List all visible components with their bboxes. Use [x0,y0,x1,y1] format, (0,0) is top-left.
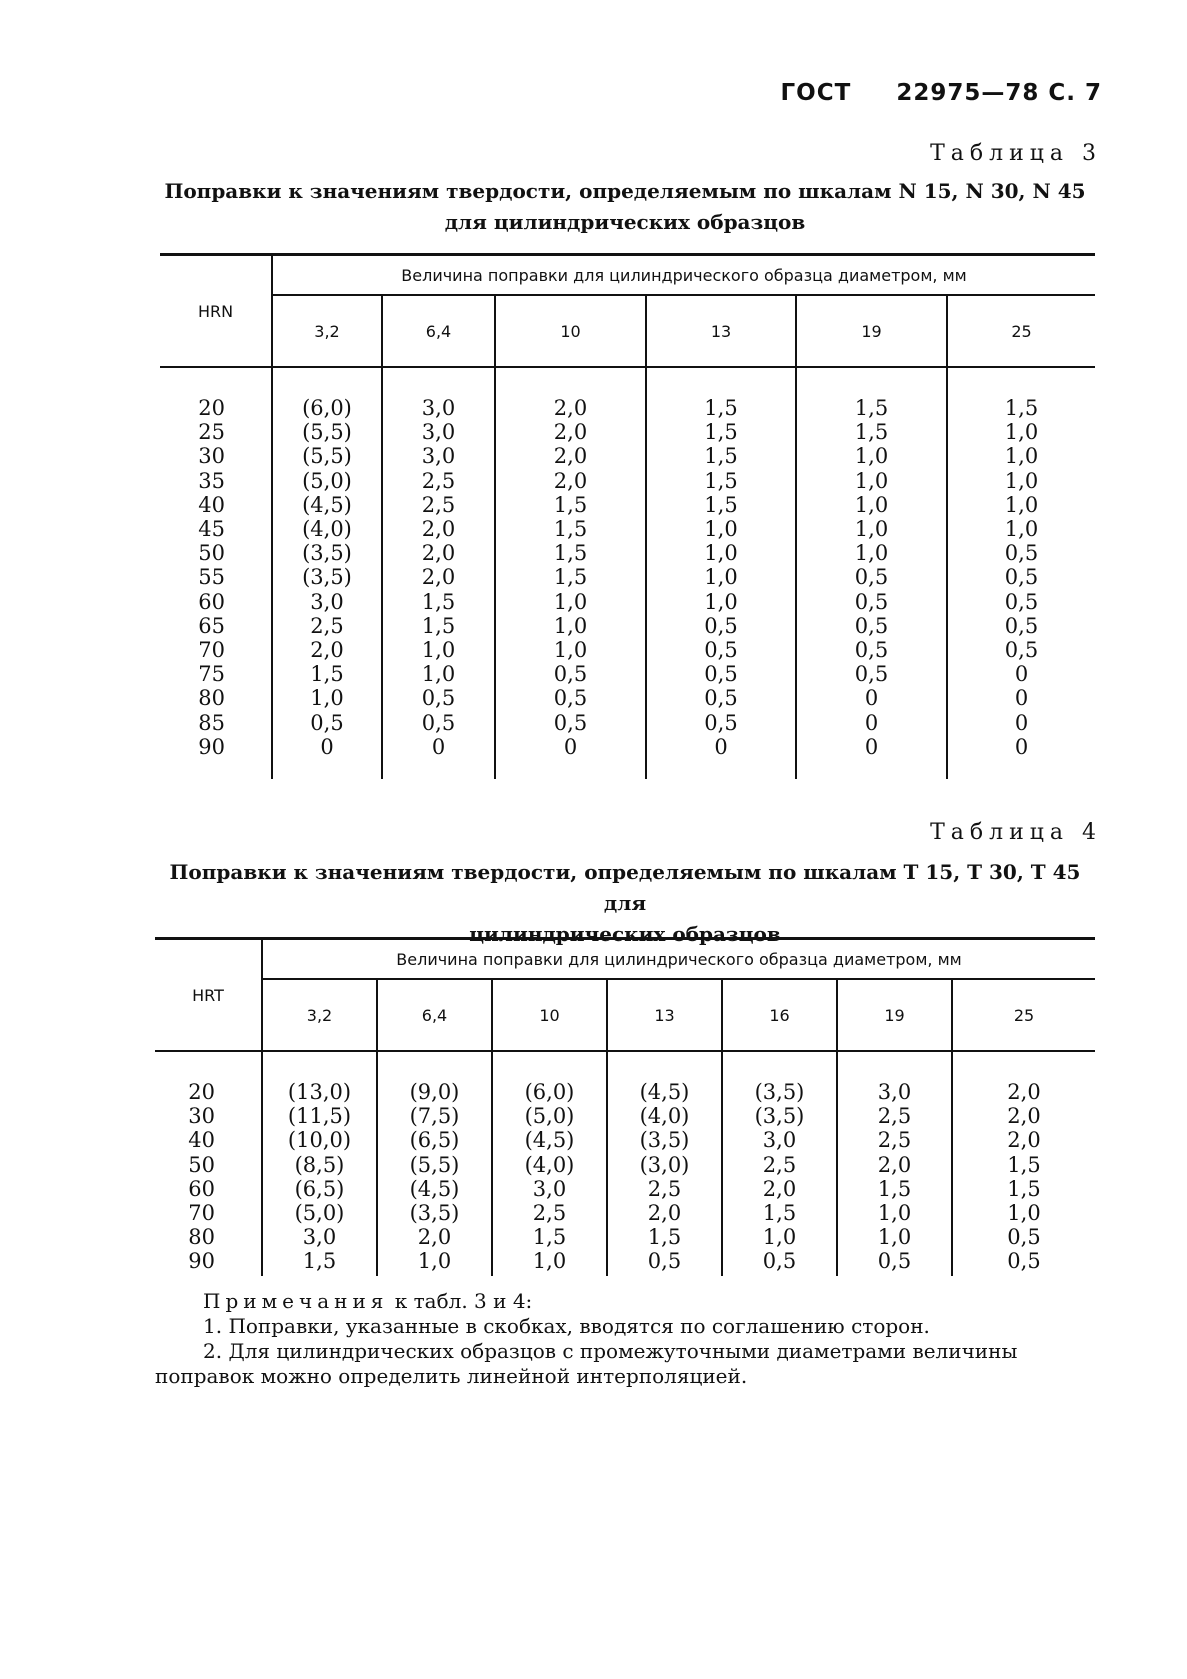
correction-value: 2,0 [762,1176,797,1201]
hardness-column [160,367,272,779]
correction-value: 1,0 [854,517,889,542]
correction-value: 1,0 [704,517,738,542]
note-item: 1. Поправки, указанные в скобках, вводятся по соглашению сторон. [203,1314,930,1338]
correction-value: (5,5) [302,420,352,445]
correction-value: 0,5 [1004,638,1039,663]
correction-value: (3,5) [754,1104,805,1129]
correction-value: 3,0 [421,396,456,420]
hardness-value: 80 [188,1225,215,1250]
correction-value: 0 [563,734,578,759]
diameter-header: 3,2 [262,979,377,1051]
correction-value: (4,0) [302,517,352,542]
correction-value: 0,5 [1004,541,1039,566]
correction-value: 1,0 [532,1249,567,1274]
correction-value: 1,0 [854,541,889,566]
correction-value: 1,0 [1004,517,1039,542]
correction-column [947,367,1095,779]
hardness-value: 20 [198,396,225,420]
correction-value: 1,5 [553,492,588,517]
correction-value: 2,5 [310,613,344,638]
correction-value: 2,0 [877,1152,912,1177]
diameter-header: 13 [646,295,796,367]
correction-value: (3,5) [302,565,352,590]
correction-value: 2,0 [1007,1104,1041,1129]
hardness-value: 80 [198,686,225,711]
correction-value: 2,0 [421,517,456,542]
correction-value: 1,5 [704,492,738,517]
diameter-header: 10 [492,979,607,1051]
correction-column [722,1051,837,1276]
hardness-value: 70 [188,1201,215,1226]
correction-value: 2,0 [553,420,588,445]
table4-group-header: Величина поправки для цилиндрического образца диаметром, мм [262,939,1095,980]
correction-value: (10,0) [287,1128,352,1153]
hardness-value: 55 [198,565,225,590]
correction-value: 2,5 [877,1104,912,1129]
correction-value: (4,5) [409,1176,460,1201]
hardness-value: 60 [198,589,225,614]
correction-column [952,1051,1095,1276]
correction-value: 0,5 [1007,1249,1041,1274]
correction-value: 1,0 [553,589,588,614]
correction-value: 0,5 [553,686,588,711]
correction-value: 0,5 [704,662,738,687]
correction-value: 0,5 [854,589,889,614]
correction-value: (4,0) [639,1104,690,1129]
notes [155,1289,1095,1389]
correction-value: 2,5 [762,1152,797,1177]
hardness-value: 50 [188,1152,215,1177]
correction-value: 0,5 [704,638,738,663]
correction-value: 1,5 [532,1225,567,1250]
correction-value: 2,0 [1007,1128,1041,1153]
table4 [155,937,1095,1276]
correction-value: 1,0 [1004,468,1039,493]
hardness-value: 40 [198,492,225,517]
correction-value: 1,0 [1004,492,1039,517]
correction-value: 1,5 [302,1249,337,1274]
correction-value: 2,0 [421,541,456,566]
correction-value: 0,5 [762,1249,797,1274]
correction-value: 2,0 [1007,1080,1041,1104]
correction-value: 1,0 [762,1225,797,1250]
correction-value: 0 [1014,686,1029,711]
correction-column [262,1051,377,1276]
diameter-header: 19 [796,295,947,367]
correction-value: (8,5) [294,1152,345,1177]
correction-value: 0,5 [854,613,889,638]
correction-value: (3,5) [302,541,352,566]
correction-value: (6,5) [409,1128,460,1153]
correction-value: 1,5 [553,565,588,590]
correction-value: 1,5 [854,396,889,420]
correction-value: 1,5 [647,1225,682,1250]
hardness-value: 45 [198,517,225,542]
correction-value: (13,0) [287,1080,352,1104]
correction-value: 1,5 [877,1176,912,1201]
hardness-value: 70 [198,638,225,663]
correction-value: 2,0 [310,638,344,663]
correction-value: (6,0) [524,1080,575,1104]
correction-value: 1,5 [1007,1152,1041,1177]
correction-value: 0 [1014,710,1029,735]
correction-value: 2,5 [647,1176,682,1201]
correction-value: 1,5 [310,662,344,687]
correction-value: 0 [431,734,446,759]
correction-value: 0 [864,710,879,735]
correction-value: 1,5 [1004,396,1039,420]
correction-value: (9,0) [409,1080,460,1104]
correction-value: 0 [1014,662,1029,687]
correction-value: 2,0 [647,1201,682,1226]
hardness-value: 65 [198,613,225,638]
correction-value: 1,5 [1007,1176,1041,1201]
correction-column [495,367,646,779]
hardness-value: 85 [198,710,225,735]
table3-label: Таблица 3 [930,141,1102,166]
correction-value: (5,0) [302,468,352,493]
correction-value: 1,5 [704,444,738,469]
correction-value: 1,0 [854,492,889,517]
correction-value: 1,0 [1007,1201,1041,1226]
correction-value: 0 [714,734,728,759]
correction-value: 3,0 [310,589,344,614]
notes-heading: Примечания [203,1289,389,1313]
correction-value: 2,5 [532,1201,567,1226]
correction-value: 1,5 [553,517,588,542]
correction-value: 0,5 [310,710,344,735]
correction-value: 3,0 [762,1128,797,1153]
table3-group-header: Величина поправки для цилиндрического образца диаметром, мм [272,255,1095,296]
diameter-header: 10 [495,295,646,367]
correction-value: (3,0) [639,1152,690,1177]
diameter-header: 13 [607,979,722,1051]
correction-value: 0 [1014,734,1029,759]
correction-value: 3,0 [421,444,456,469]
note-item: 2. Для цилиндрических образцов с промежуточными диаметрами величины поправок можно определить линейной интерполяцией. [155,1339,1018,1388]
correction-column [837,1051,952,1276]
correction-value: (4,5) [639,1080,690,1104]
table3-title-line2: для цилиндрических образцов [444,210,806,234]
correction-value: (5,0) [524,1104,575,1129]
correction-value: 1,5 [704,468,738,493]
table3 [160,253,1095,779]
correction-value: 3,0 [532,1176,567,1201]
correction-value: 0,5 [704,710,738,735]
correction-column [272,367,382,779]
correction-value: 0,5 [421,686,456,711]
correction-value: 3,0 [877,1080,912,1104]
table3-row-header: HRN [160,255,272,368]
correction-value: 0 [864,734,879,759]
hardness-value: 25 [198,420,225,445]
correction-value: 1,5 [553,541,588,566]
hardness-value: 90 [198,734,225,759]
diameter-header: 3,2 [272,295,382,367]
correction-value: 1,0 [553,613,588,638]
correction-value: 3,0 [302,1225,337,1250]
correction-value: 1,0 [310,686,344,711]
correction-value: 0,5 [1004,589,1039,614]
correction-value: (5,5) [302,444,352,469]
table4-title-line2: цилиндрических образцов [469,922,781,946]
correction-column [607,1051,722,1276]
correction-value: 0 [320,734,334,759]
table4-label: Таблица 4 [930,820,1102,845]
hardness-value: 75 [198,662,225,687]
correction-value: 1,5 [762,1201,797,1226]
correction-value: 0,5 [854,638,889,663]
table3-title-line1: Поправки к значениям твердости, определяемым по шкалам N 15, N 30, N 45 [164,179,1086,203]
correction-value: 0,5 [854,662,889,687]
correction-value: (3,5) [409,1201,460,1226]
correction-value: 0,5 [647,1249,682,1274]
correction-value: (4,0) [524,1152,575,1177]
correction-value: 1,0 [417,1249,452,1274]
diameter-header: 25 [952,979,1095,1051]
hardness-value: 60 [188,1176,215,1201]
correction-value: 0,5 [1004,613,1039,638]
correction-value: 0,5 [877,1249,912,1274]
diameter-header: 16 [722,979,837,1051]
correction-value: 0,5 [421,710,456,735]
correction-column [796,367,947,779]
correction-value: 2,0 [553,468,588,493]
diameter-header: 6,4 [382,295,495,367]
correction-value: 0,5 [704,613,738,638]
correction-value: 1,5 [854,420,889,445]
hardness-value: 40 [188,1128,215,1153]
hardness-value: 30 [198,444,225,469]
correction-column [492,1051,607,1276]
table4-row-header: HRT [155,939,262,1052]
correction-value: (3,5) [754,1080,805,1104]
correction-value: 0,5 [1004,565,1039,590]
correction-value: 2,0 [553,444,588,469]
correction-value: 2,0 [421,565,456,590]
correction-value: 2,5 [421,492,456,517]
correction-value: 1,0 [704,565,738,590]
correction-value: (6,5) [294,1176,345,1201]
standard-name: ГОСТ [780,80,852,106]
correction-value: 1,0 [877,1225,912,1250]
diameter-header: 19 [837,979,952,1051]
correction-value: (5,5) [409,1152,460,1177]
correction-value: 1,0 [704,541,738,566]
correction-value: 1,5 [704,420,738,445]
correction-value: 2,5 [421,468,456,493]
correction-value: 0 [864,686,879,711]
correction-value: 2,0 [417,1225,452,1250]
correction-value: 1,5 [704,396,738,420]
diameter-header: 25 [947,295,1095,367]
correction-value: 1,0 [704,589,738,614]
correction-value: 1,5 [421,589,456,614]
hardness-value: 35 [198,468,225,493]
correction-value: 1,0 [1004,444,1039,469]
correction-value: 1,0 [1004,420,1039,445]
notes-heading-tail: к табл. 3 и 4: [394,1289,533,1313]
correction-value: 3,0 [421,420,456,445]
correction-value: 1,0 [421,638,456,663]
correction-value: 0,5 [704,686,738,711]
table4-title-line1: Поправки к значениям твердости, определяемым по шкалам Т 15, Т 30, Т 45 для [169,860,1081,915]
hardness-column [155,1051,262,1276]
correction-value: 1,0 [854,444,889,469]
correction-value: (4,5) [302,492,352,517]
correction-value: (11,5) [287,1104,352,1129]
table3-title [150,176,1100,238]
correction-value: 1,5 [421,613,456,638]
correction-value: 2,0 [553,396,588,420]
correction-value: 2,5 [877,1128,912,1153]
hardness-value: 30 [188,1104,215,1129]
correction-value: (4,5) [524,1128,575,1153]
correction-column [382,367,495,779]
correction-value: (3,5) [639,1128,690,1153]
hardness-value: 50 [198,541,225,566]
correction-value: 1,0 [553,638,588,663]
correction-value: 1,0 [854,468,889,493]
page-header [781,80,1102,106]
correction-value: (6,0) [302,396,352,420]
correction-value: (7,5) [409,1104,460,1129]
correction-value: 1,0 [877,1201,912,1226]
correction-column [646,367,796,779]
hardness-value: 90 [188,1249,215,1274]
correction-value: (5,0) [294,1201,345,1226]
diameter-header: 6,4 [377,979,492,1051]
correction-value: 1,0 [421,662,456,687]
correction-value: 0,5 [1007,1225,1041,1250]
correction-value: 0,5 [854,565,889,590]
correction-value: 0,5 [553,662,588,687]
hardness-value: 20 [188,1080,215,1104]
correction-column [377,1051,492,1276]
correction-value: 0,5 [553,710,588,735]
standard-number-page: 22975—78 С. 7 [896,80,1102,106]
